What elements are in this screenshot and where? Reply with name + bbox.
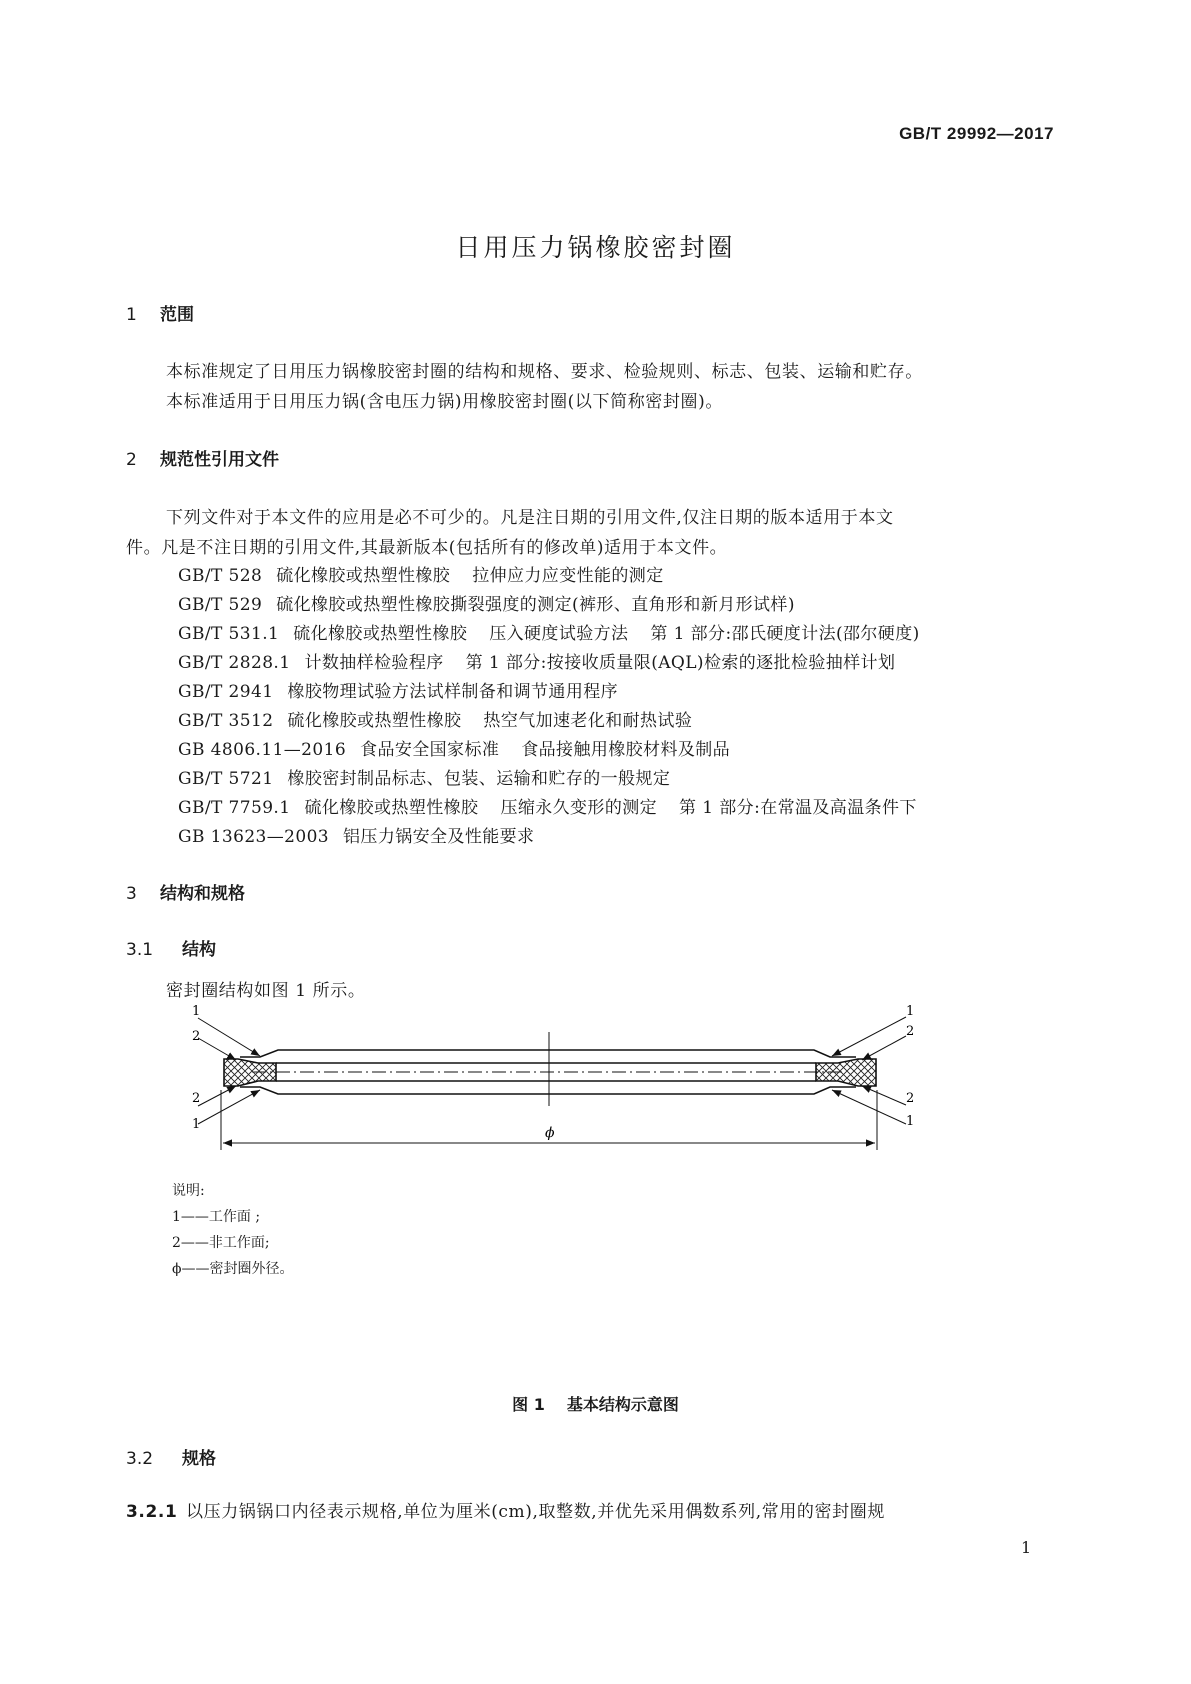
figure-title: 基本结构示意图 [566,1395,679,1414]
reference-code: GB/T 528 [178,566,263,586]
section-title: 规范性引用文件 [160,450,279,470]
reference-item [178,735,730,760]
reference-title: 食品安全国家标准 [360,740,500,760]
section-title: 范围 [160,305,194,325]
section-number: 2 [126,450,137,470]
reference-title: 橡胶密封制品标志、包装、运输和贮存的一般规定 [287,769,671,789]
reference-item [178,822,534,847]
paragraph: 件。凡是不注日期的引用文件,其最新版本(包括所有的修改单)适用于本文件。 [126,538,728,558]
clause-3-2-1 [126,1497,885,1522]
label-non-working-face: 2 [192,1091,201,1106]
paragraph: 下列文件对于本文件的应用是必不可少的。凡是注日期的引用文件,仅注日期的版本适用于本文 [166,508,894,528]
reference-title: 硫化橡胶或热塑性橡胶撕裂强度的测定(裤形、直角形和新月形试样) [276,595,795,615]
reference-code: GB/T 529 [178,595,263,615]
paragraph: 本标准适用于日用压力锅(含电压力锅)用橡胶密封圈(以下简称密封圈)。 [166,392,723,412]
figure-legend-title: 说明: [172,1183,205,1199]
right-seal-section [816,1059,876,1086]
subsection-3-2-heading [126,1444,216,1469]
reference-title: 压缩永久变形的测定 [500,798,658,818]
section-number: 1 [126,305,137,325]
reference-title: 热空气加速老化和耐热试验 [483,711,693,731]
left-seal-section [224,1059,276,1086]
section-3-heading [126,879,245,904]
reference-item [178,677,618,702]
reference-title: 硫化橡胶或热塑性橡胶 [293,624,468,644]
figure-legend-item: 1——工作面 ; [172,1209,261,1225]
section-1-heading [126,300,194,325]
reference-item [178,561,664,586]
figure-caption [0,1392,1191,1415]
reference-item [178,648,895,673]
label-non-working-face: 2 [192,1029,201,1044]
subsection-3-1-heading [126,935,216,960]
clause-number: 3.2.1 [126,1502,178,1522]
reference-title: 橡胶物理试验方法试样制备和调节通用程序 [287,682,619,702]
standard-code: GB/T 29992—2017 [899,124,1054,143]
reference-title: 第 1 部分:邵氏硬度计法(邵尔硬度) [650,624,920,644]
reference-code: GB 4806.11—2016 [178,740,347,760]
reference-item [178,619,920,644]
reference-title: 压入硬度试验方法 [489,624,629,644]
document-title: 日用压力锅橡胶密封圈 [455,233,736,262]
paragraph: 本标准规定了日用压力锅橡胶密封圈的结构和规格、要求、检验规则、标志、包装、运输和贮存。 [166,362,923,382]
section-2-heading [126,445,279,470]
seal-ring-structure-diagram [160,990,1000,1170]
page-number: 1 [1021,1538,1032,1557]
figure-legend-item: 2——非工作面; [172,1235,270,1251]
label-outer-diameter: ϕ [545,1125,555,1141]
figure-number: 图 1 [512,1395,545,1414]
reference-item [178,764,670,789]
label-non-working-face: 2 [906,1024,915,1039]
section-number: 3.1 [126,940,154,960]
reference-code: GB/T 7759.1 [178,798,291,818]
reference-item [178,706,692,731]
reference-code: GB/T 2941 [178,682,274,702]
section-title: 结构 [182,940,216,960]
reference-title: 计数抽样检验程序 [304,653,444,673]
reference-code: GB/T 3512 [178,711,274,731]
paragraph: 密封圈结构如图 1 所示。 [166,981,366,1001]
section-title: 结构和规格 [160,884,245,904]
clause-text: 以压力锅锅口内径表示规格,单位为厘米(cm),取整数,并优先采用偶数系列,常用的密封圈规 [186,1502,885,1522]
section-number: 3.2 [126,1449,154,1469]
reference-code: GB/T 2828.1 [178,653,291,673]
reference-item [178,590,795,615]
reference-title: 铝压力锅安全及性能要求 [343,827,535,847]
reference-title: 硫化橡胶或热塑性橡胶 [304,798,479,818]
label-working-face: 1 [192,1117,201,1132]
reference-title: 硫化橡胶或热塑性橡胶 [287,711,462,731]
reference-title: 第 1 部分:在常温及高温条件下 [679,798,917,818]
reference-title: 硫化橡胶或热塑性橡胶 [276,566,451,586]
label-working-face: 1 [192,1004,201,1019]
section-title: 规格 [182,1449,216,1469]
reference-code: GB 13623—2003 [178,827,330,847]
label-working-face: 1 [906,1114,915,1129]
reference-title: 食品接触用橡胶材料及制品 [521,740,731,760]
reference-code: GB/T 5721 [178,769,274,789]
reference-title: 拉伸应力应变性能的测定 [472,566,664,586]
section-number: 3 [126,884,137,904]
label-non-working-face: 2 [906,1091,915,1106]
reference-title: 第 1 部分:按接收质量限(AQL)检索的逐批检验抽样计划 [465,653,896,673]
figure-legend-item: ϕ——密封圈外径。 [172,1261,294,1277]
reference-item [178,793,917,818]
label-working-face: 1 [906,1004,915,1019]
reference-code: GB/T 531.1 [178,624,280,644]
